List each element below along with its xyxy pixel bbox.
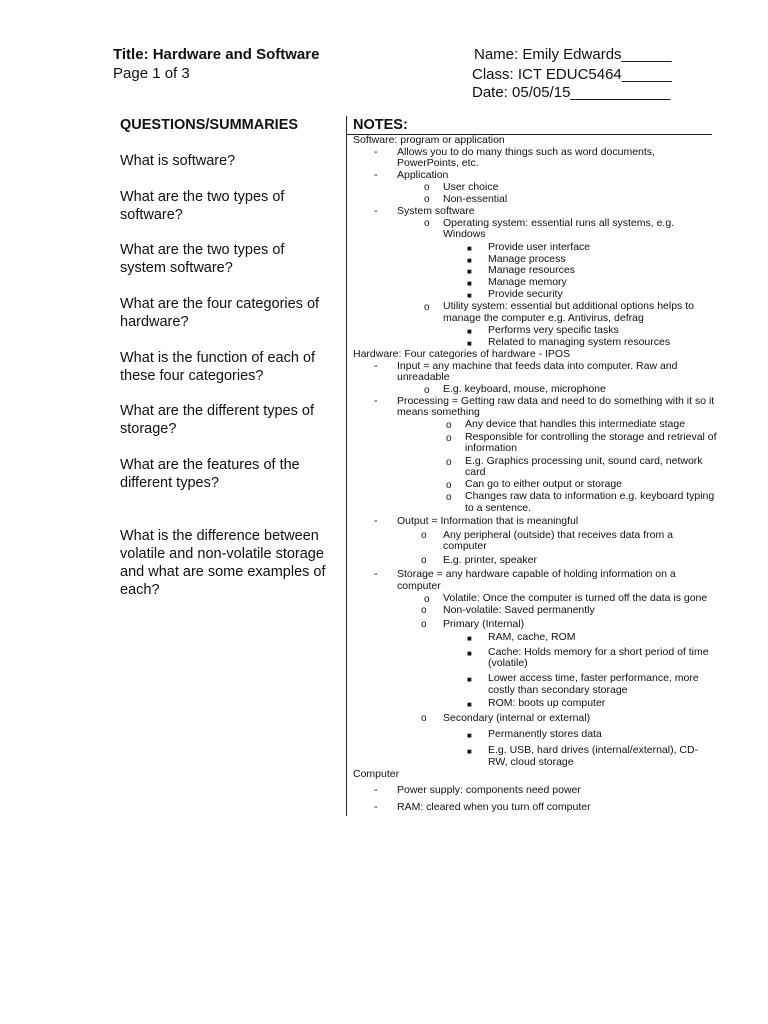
question-4 [120,295,342,331]
dash-marker: - [374,360,378,372]
note-line: Provide security [488,288,563,300]
dash-marker: - [374,146,378,158]
question-line: What is the function of each of [120,350,316,366]
note-line: Processing = Getting raw data and need to do something with it so it [397,395,715,407]
circle-bullet-icon: o [424,385,430,396]
question-line: What is software? [120,153,236,169]
page-number: Page 1 of 3 [113,65,190,82]
note-line: Non-volatile: Saved permanently [443,604,595,616]
question-line: and what are some examples of [120,564,326,580]
dash-marker: - [374,568,378,580]
note-line: computer [397,580,441,592]
square-bullet-icon: ■ [467,291,472,300]
circle-bullet-icon: o [424,194,430,205]
note-line: Manage process [488,253,566,265]
student-name: Name: Emily Edwards______ [474,46,672,63]
square-bullet-icon: ■ [467,700,472,709]
note-line: (volatile) [488,657,528,669]
square-bullet-icon: ■ [467,339,472,348]
dash-marker: - [374,515,378,527]
question-line: software? [120,207,183,223]
square-bullet-icon: ■ [467,244,472,253]
circle-bullet-icon: o [446,492,452,503]
note-line: Software: program or application [353,134,505,146]
square-bullet-icon: ■ [467,747,472,756]
date: Date: 05/05/15____________ [472,84,671,101]
square-bullet-icon: ■ [467,675,472,684]
circle-bullet-icon: o [421,713,427,724]
question-3 [120,241,342,277]
note-line: Responsible for controlling the storage and retrieval of [465,431,717,443]
questions-column-heading: QUESTIONS/SUMMARIES [120,117,299,133]
circle-bullet-icon: o [446,420,452,431]
note-line: RAM: cleared when you turn off computer [397,801,591,813]
circle-bullet-icon: o [446,433,452,444]
note-line: Computer [353,768,400,780]
dash-marker: - [374,205,378,217]
question-line: What are the two types of [120,242,285,258]
note-line: Volatile: Once the computer is turned off the data is gone [443,592,708,604]
note-line: manage the computer e.g. Antivirus, defrag [443,312,644,324]
note-line: Primary (Internal) [443,618,525,630]
note-line: Output = Information that is meaningful [397,515,579,527]
square-bullet-icon: ■ [467,634,472,643]
note-line: Operating system: essential runs all systems, e.g. [443,217,675,229]
square-bullet-icon: ■ [467,279,472,288]
question-line: each? [120,582,160,598]
note-line: E.g. Graphics processing unit, sound card, network [465,455,703,467]
note-line: Allows you to do many things such as word documents, [397,146,655,158]
square-bullet-icon: ■ [467,731,472,740]
dash-marker: - [374,169,378,181]
square-bullet-icon: ■ [467,267,472,276]
square-bullet-icon: ■ [467,649,472,658]
note-line: Manage memory [488,276,567,288]
square-bullet-icon: ■ [467,327,472,336]
circle-bullet-icon: o [446,480,452,491]
circle-bullet-icon: o [446,457,452,468]
note-line: Input = any machine that feeds data into computer. Raw and [397,360,678,372]
circle-bullet-icon: o [421,605,427,616]
question-line: What is the difference between [120,528,319,544]
note-line: means something [397,406,480,418]
note-line: E.g. printer, speaker [443,554,537,566]
note-line: E.g. USB, hard drives (internal/external), CD- [488,744,699,756]
note-line: Changes raw data to information e.g. keyboard typing [465,490,715,502]
note-line: Utility system: essential but additional options helps to [443,300,694,312]
question-line: hardware? [120,314,189,330]
question-line: volatile and non-volatile storage [120,546,324,562]
note-line: RAM, cache, ROM [488,631,576,643]
note-line: Power supply: components need power [397,784,581,796]
note-line: PowerPoints, etc. [397,157,479,169]
note-line: E.g. keyboard, mouse, microphone [443,383,606,395]
question-line: What are the features of the [120,457,300,473]
note-line: computer [443,540,487,552]
dash-marker: - [374,801,378,813]
note-line: unreadable [397,371,450,383]
column-divider [346,116,347,816]
note-line: Any device that handles this intermediate stage [465,418,686,430]
note-line: ROM: boots up computer [488,697,606,709]
circle-bullet-icon: o [424,302,430,313]
notes-column-heading: NOTES: [353,117,408,133]
circle-bullet-icon: o [424,182,430,193]
circle-bullet-icon: o [424,218,430,229]
note-line: card [465,466,486,478]
note-line: Non-essential [443,193,508,205]
circle-bullet-icon: o [421,530,427,541]
question-line: What are the two types of [120,189,285,205]
question-2 [120,188,342,224]
note-line: information [465,442,517,454]
question-line: different types? [120,475,219,491]
circle-bullet-icon: o [421,619,427,630]
class-code: Class: ICT EDUC5464______ [472,66,672,83]
note-line: Provide user interface [488,241,591,253]
question-line: What are the different types of [120,403,314,419]
note-line: Secondary (internal or external) [443,712,591,724]
square-bullet-icon: ■ [467,256,472,265]
note-line: Lower access time, faster performance, more [488,672,699,684]
note-line: Application [397,169,449,181]
question-7 [120,456,342,492]
note-line: Related to managing system resources [488,336,671,348]
circle-bullet-icon: o [421,555,427,566]
dash-marker: - [374,395,378,407]
note-line: Storage = any hardware capable of holding information on a [397,568,676,580]
question-1 [120,152,342,170]
note-line: Permanently stores data [488,728,602,740]
note-line: Windows [443,228,486,240]
note-line: costly than secondary storage [488,684,628,696]
note-line: User choice [443,181,499,193]
question-6 [120,402,342,438]
note-line: Cache: Holds memory for a short period of time [488,646,709,658]
note-line: System software [397,205,475,217]
dash-marker: - [374,784,378,796]
question-5 [120,349,342,385]
question-line: storage? [120,421,177,437]
circle-bullet-icon: o [424,594,430,605]
note-line: Any peripheral (outside) that receives data from a [443,529,673,541]
note-line: Can go to either output or storage [465,478,623,490]
question-8 [120,527,342,599]
document-title: Title: Hardware and Software [113,46,320,63]
question-line: system software? [120,260,233,276]
note-line: RW, cloud storage [488,756,574,768]
note-line: Performs very specific tasks [488,324,619,336]
note-line: Manage resources [488,264,575,276]
note-line: to a sentence. [465,502,531,514]
question-line: these four categories? [120,368,264,384]
note-line: Hardware: Four categories of hardware - IPOS [353,348,571,360]
question-line: What are the four categories of [120,296,320,312]
